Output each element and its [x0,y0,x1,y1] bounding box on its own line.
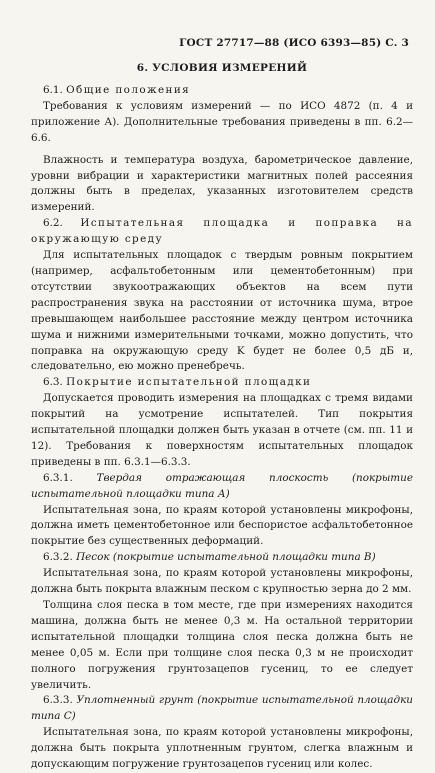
section-title: 6. УСЛОВИЯ ИЗМЕРЕНИЙ [136,62,308,74]
subsection-number: 6.3.1. [43,471,73,484]
subsection-title: Покрытие испытательной площадки [66,376,312,389]
subsection-title: Уплотненный грунт (покрытие испытательной площадки типа С) [31,694,413,723]
subsection-title: Твердая отражающая плоскость (покрытие испытательной площадки типа А) [31,471,413,500]
subsection-title: Общие положения [66,84,191,96]
subsection-number: 6.3. [43,376,63,389]
subsection-title: Песок (покрытие испытательной площадки типа В) [76,551,376,564]
subsection-heading-6-3 [31,375,413,391]
subsection-number: 6.1. [43,84,63,96]
paragraph: Испытательная зона, по краям которой установлены микрофоны, должна быть покрыта уплотненным грунтом, слегка влажным и допускающим погружение грунтозацепов гусениц или колес. [31,726,413,771]
subsection-number: 6.3.2. [43,551,73,564]
subsection-number: 6.3.3. [43,694,73,707]
paragraph: Толщина слоя песка в том месте, где при измерениях находится машина, должна быть не менее 0,3 м. На остальной территории испытательной площадки толщина слоя песка должна быть не менее 0,05 м. Если при толщине слоя песка 0,3 м не происходит полного погружения грунтозацепов гусениц, то ее следует увеличить. [31,599,413,691]
paragraph: Испытательная зона, по краям которой установлены микрофоны, должна быть покрыта влажным песком с крупностью зерна до 2 мм. [31,567,413,596]
subsection-heading-6-2 [31,216,413,248]
paragraph: Испытательная зона, по краям которой установлены микрофоны, должна иметь цементобетонное или беспористое асфальтобетонное покрытие без существенных деформаций. [31,503,413,548]
subsection-title: Испытательная площадка и поправка на окружающую среду [31,217,413,246]
paragraph: Для испытательных площадок с твердым ровным покрытием (например, асфальтобетонным или цементобетонным) при отсутствии звукоотражающих объектов на всем пути распространения звука на расстоянии от источника шума, втрое превышающем наибольшее расстояние между центром источника шума и нижними измерительными точками, можно допустить, что поправка на окружающую среду K будет не более 0,5 дБ и, следовательно, ею можно пренебречь. [31,249,413,373]
subsection-heading-6-1 [31,83,413,99]
subsection-number: 6.2. [43,217,63,230]
paragraph: Допускается проводить измерения на площадках с тремя видами покрытий на усмотрение испытателей. Тип покрытия испытательной площадки должен быть указан в отчете (см. пп. 11 и 12). Требования к поверхностям испытательных площадок приведены в пп. 6.3.1—6.3.3. [31,392,413,468]
subsection-heading-6-3-3 [31,693,413,725]
subsection-heading-6-3-2 [31,550,413,566]
running-head: ГОСТ 27717—88 (ИСО 6393—85) С. 3 [179,37,409,49]
paragraph: Требования к условиям измерений — по ИСО 4872 (п. 4 и приложение А). Дополнительные требования приведены в пп. 6.2—6.6. [31,99,413,144]
subsection-heading-6-3-1 [31,471,413,503]
paragraph: Влажность и температура воздуха, барометрическое давление, уровни вибрации и характеристики магнитных полей рассеяния должны быть в пределах, указанных изготовителем средств измерений. [31,153,413,214]
